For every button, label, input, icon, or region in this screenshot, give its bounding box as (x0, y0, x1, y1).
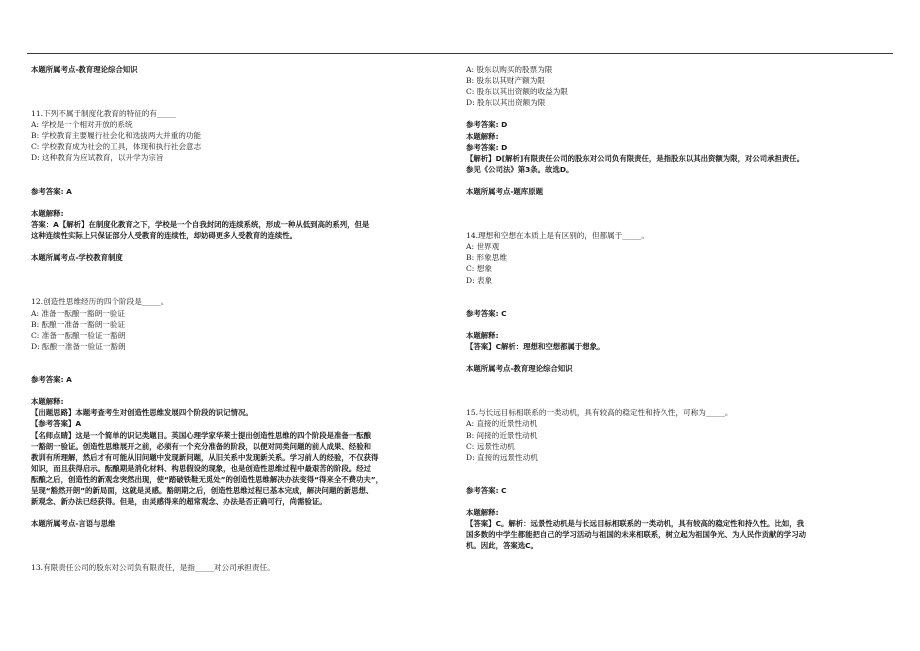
explanation-title: 本题解释: (31, 208, 64, 218)
option-a: A: 准备一酝酿一豁朗一验证 (31, 308, 125, 318)
option-c: C: 想象 (466, 264, 492, 274)
option-d: D: 酝酿一准备一验证一豁朗 (31, 341, 126, 351)
section-label: 本题所属考点-学校教育制度 (31, 253, 123, 263)
left-column (31, 64, 451, 573)
option-d: D: 表象 (466, 275, 493, 285)
reference-answer: 参考答案: C (466, 308, 507, 318)
option-b: B: 酝酿一准备一豁朗一验证 (31, 319, 126, 329)
reference-answer: 参考答案: D (466, 142, 508, 152)
question-11 (31, 108, 451, 263)
explanation-title: 本题解释: (466, 508, 499, 518)
explanation-line: 【解析】D[解析]有限责任公司的股东对公司负有限责任，是指股东以其出资额为限，对公司承担责任。 (466, 153, 805, 163)
option-c: C: 学校教育成为社会的工具，体现和执行社会意志 (31, 142, 202, 152)
explanation-line: 一豁朗一验证。创造性思维展开之前，必须有一个充分准备的阶段，以便对同类问题的前人成果、经验和 (31, 441, 371, 451)
reference-answer: 参考答案: D (466, 120, 508, 130)
option-b: B: 股东以其财产额为限 (466, 76, 545, 86)
explanation-line: 呈现“豁然开朗”的新局面，这就是灵感。豁朗期之后，创造性思维过程已基本完成，解决问题的新思想、 (31, 486, 374, 495)
question-stem: 14.理想和空想在本质上是有区别的，但都属于_____。 (466, 231, 649, 241)
explanation-line: 这种连续性实际上只保证部分人受教育的连续性，却妨碍更多人受教育的连续性。 (31, 231, 298, 241)
explanation-title: 本题解释: (466, 131, 499, 141)
option-c: C: 远景性动机 (466, 441, 515, 451)
explanation-line: 机。因此，答案选C。 (466, 541, 538, 551)
option-c: C: 股东以其出资额的收益为限 (466, 87, 568, 97)
option-c: C: 准备一酝酿一验证一豁朗 (31, 330, 126, 340)
reference-answer: 参考答案: A (31, 375, 72, 385)
explanation-line: 参见《公司法》第3条。故选D。 (466, 164, 574, 174)
section-label: 本题所属考点-题库原题 (466, 187, 543, 197)
explanation-line: 酝酿之后，创造性的新观念突然出现，使“踏破铁鞋无觅处”的创造性思维解决办法变得“得来全不费功夫”， (31, 474, 384, 484)
option-b: B: 间接的近景性动机 (466, 430, 538, 440)
reference-answer: 参考答案: A (31, 186, 72, 196)
section-label: 本题所属考点-言语与思维 (31, 519, 116, 529)
explanation-line: 【答案】C解析：理想和空想都属于想象。 (466, 342, 605, 352)
option-d: D: 直接的远景性动机 (466, 452, 538, 462)
option-b: B: 学校教育主要履行社会化和选拔两大并重的功能 (31, 131, 202, 141)
explanation-title: 本题解释: (466, 330, 499, 340)
question-stem: 11.下列不属于制度化教育的特征的有_____ (31, 109, 176, 119)
question-13-stem: 13.有限责任公司的股东对公司负有限责任，是指_____对公司承担责任。 (31, 563, 275, 573)
question-stem: 15.与长远目标相联系的一类动机，具有较高的稳定性和持久性，可称为_____。 (466, 408, 733, 418)
option-a: A: 直接的近景性动机 (466, 419, 538, 429)
question-13-continued (466, 64, 886, 197)
explanation-line: 国多数的中学生都能把自己的学习活动与祖国的未来相联系，树立起为祖国争光、为人民作贡献的学习动 (466, 530, 806, 540)
section-label: 本题所属考点-教育理论综合知识 (31, 65, 138, 74)
option-b: B: 形象思维 (466, 253, 507, 263)
explanation-line: 【名师点睛】这是一个简单的识记类题目。英国心理学家华莱士提出创造性思维的四个阶段是准备一酝酿 (31, 430, 371, 440)
question-stem: 12.创造性思维经历的四个阶段是_____。 (31, 297, 169, 307)
explanation-line: 【答案】C。解析：远景性动机是与长远目标相联系的一类动机，具有较高的稳定性和持久性。比如，我 (466, 519, 805, 529)
question-14 (466, 230, 886, 374)
explanation-line: 知识，而且获得启示。酝酿期是消化材料、构思假设的现象，也是创造性思维过程中最艰苦的阶段。经过 (31, 463, 371, 473)
explanation-line: 新观念、新办法已经获得。但是，由灵感得来的超常观念、办法是否正确可行，尚需验证。 (31, 497, 327, 507)
section-label: 本题所属考点-教育理论综合知识 (466, 364, 573, 374)
option-d: D: 股东以其出资额为限 (466, 98, 546, 108)
explanation-line: 【出题思路】本题考查考生对创造性思维发展四个阶段的识记情况。 (31, 408, 253, 418)
reference-answer: 参考答案: C (466, 486, 507, 495)
explanation-title: 本题解释: (31, 397, 64, 407)
option-a: A: 股东以购买的股票为限 (466, 65, 553, 74)
question-15 (466, 407, 886, 551)
question-12 (31, 296, 451, 529)
explanation-line: 【参考答案】A (31, 419, 82, 429)
explanation-line: 答案：A【解析】在制度化教育之下，学校是一个自我封闭的连续系统，形成一种从低到高的系列，但是 (31, 220, 370, 230)
explanation-line: 教训有所理解，然后才有可能从旧问题中发现新问题，从旧关系中发现新关系。学习前人的经验，不仅获得 (31, 452, 379, 462)
option-a: A: 世界观 (466, 242, 500, 252)
option-d: D: 这种教育为应试教育，以升学为宗旨 (31, 153, 164, 163)
header-rule (27, 53, 893, 54)
option-a: A: 学校是一个相对开放的系统 (31, 120, 133, 130)
right-column (466, 64, 886, 552)
